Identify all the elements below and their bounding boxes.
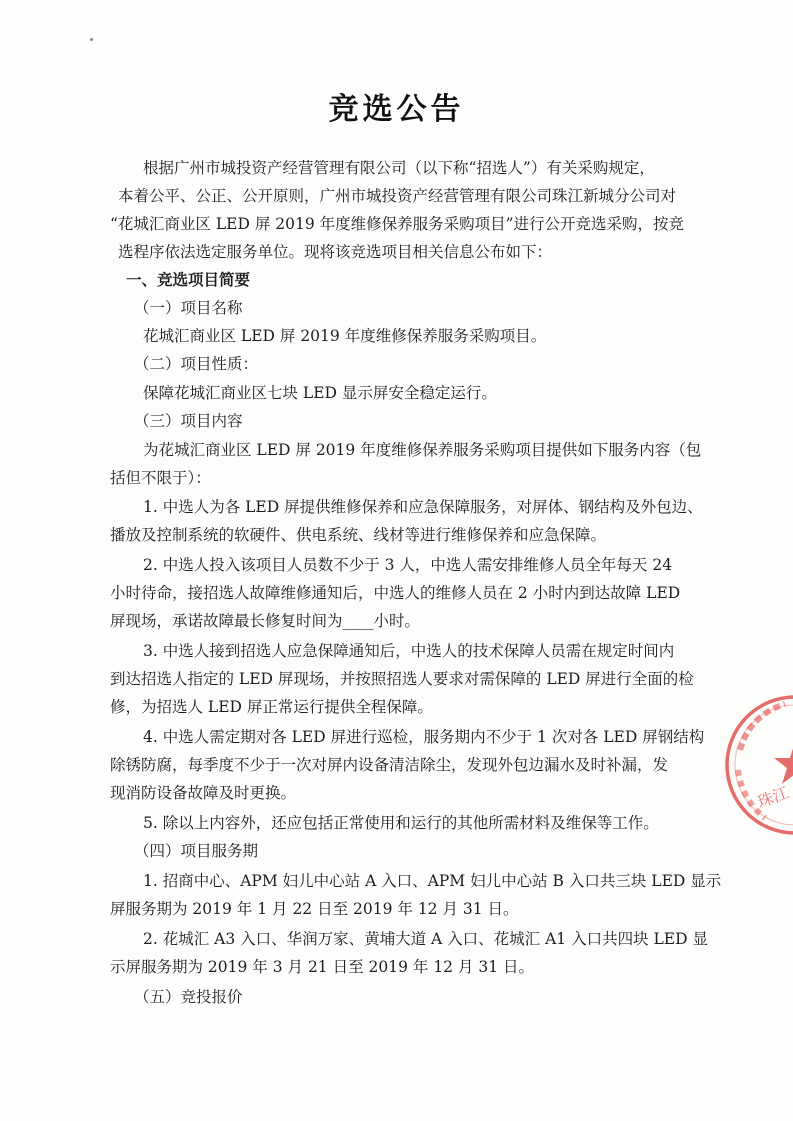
service-period-line: 屏服务期为 2019 年 1 月 22 日至 2019 年 12 月 31 日。 — [110, 900, 519, 918]
content-item-line: 小时待命，接招选人故障维修通知后，中选人的维修人员在 2 小时内到达故障 LED — [110, 584, 681, 602]
sub-heading-2: （二）项目性质： — [134, 355, 259, 373]
intro-line-4: 选程序依法选定服务单位。现将该竞选项目相关信息公布如下： — [118, 243, 553, 261]
project-nature-text: 保障花城汇商业区七块 LED 显示屏安全稳定运行。 — [143, 384, 497, 402]
content-intro-line-1: 为花城汇商业区 LED 屏 2019 年度维修保养服务采购项目提供如下服务内容（包 — [143, 441, 702, 459]
content-item-line: 3. 中选人接到招选人应急保障通知后，中选人的技术保障人员需在规定时间内 — [143, 642, 675, 660]
content-item-line: 到达招选人指定的 LED 屏现场，并按照招选人要求对需保障的 LED 屏进行全面的检 — [110, 670, 694, 688]
content-item-line: 修，为招选人 LED 屏正常运行提供全程保障。 — [110, 698, 433, 716]
document-title: 竞选公告 — [328, 92, 465, 127]
sub-heading-3: （三）项目内容 — [134, 412, 243, 430]
sub-heading-1: （一）项目名称 — [134, 299, 243, 317]
scan-speck — [90, 38, 93, 41]
intro-line-1: 根据广州市城投资产经营管理有限公司（以下称“招选人”）有关采购规定， — [143, 159, 655, 177]
svg-text:珠江: 珠江 — [754, 782, 792, 812]
service-period-line: 示屏服务期为 2019 年 3 月 21 日至 2019 年 12 月 31 日。 — [110, 958, 535, 976]
content-item-line: 4. 中选人需定期对各 LED 屏进行巡检，服务期内不少于 1 次对各 LED 屏钢结构 — [143, 728, 705, 746]
content-item-line: 2. 中选人投入该项目人员数不少于 3 人，中选人需安排维修人员全年每天 24 — [143, 556, 673, 574]
content-item-line: 5. 除以上内容外，还应包括正常使用和运行的其他所需材料及维保等工作。 — [143, 814, 659, 832]
content-intro-line-2: 括但不限于）： — [110, 469, 211, 487]
content-item-line: 屏现场，承诺故障最长修复时间为____小时。 — [110, 612, 421, 630]
content-item-line: 1. 中选人为各 LED 屏提供维修保养和应急保障服务，对屏体、钢结构及外包边、 — [143, 498, 703, 516]
section-heading-1: 一、竞选项目简要 — [126, 270, 251, 289]
sub-heading-5: （五）竞投报价 — [134, 988, 243, 1006]
content-item-line: 播放及控制系统的软硬件、供电系统、线材等进行维修保养和应急保障。 — [110, 526, 607, 544]
service-period-line: 1. 招商中心、APM 妇儿中心站 A 入口、APM 妇儿中心站 B 入口共三块 LED 显示 — [143, 872, 722, 890]
company-seal-stamp — [720, 690, 793, 840]
intro-line-2: 本着公平、公正、公开原则，广州市城投资产经营管理有限公司珠江新城分公司对 — [118, 187, 677, 205]
intro-line-3: “花城汇商业区 LED 屏 2019 年度维修保养服务采购项目”进行公开竞选采购，按竞 — [110, 215, 685, 233]
project-name-text: 花城汇商业区 LED 屏 2019 年度维修保养服务采购项目。 — [143, 327, 547, 345]
service-period-line: 2. 花城汇 A3 入口、华润万家、黄埔大道 A 入口、花城汇 A1 入口共四块 LED 显 — [143, 930, 708, 948]
content-item-line: 现消防设备故障及时更换。 — [110, 784, 297, 802]
content-item-line: 除锈防腐，每季度不少于一次对屏内设备清洁除尘，发现外包边漏水及时补漏，发 — [110, 756, 669, 774]
sub-heading-4: （四）项目服务期 — [134, 842, 259, 860]
